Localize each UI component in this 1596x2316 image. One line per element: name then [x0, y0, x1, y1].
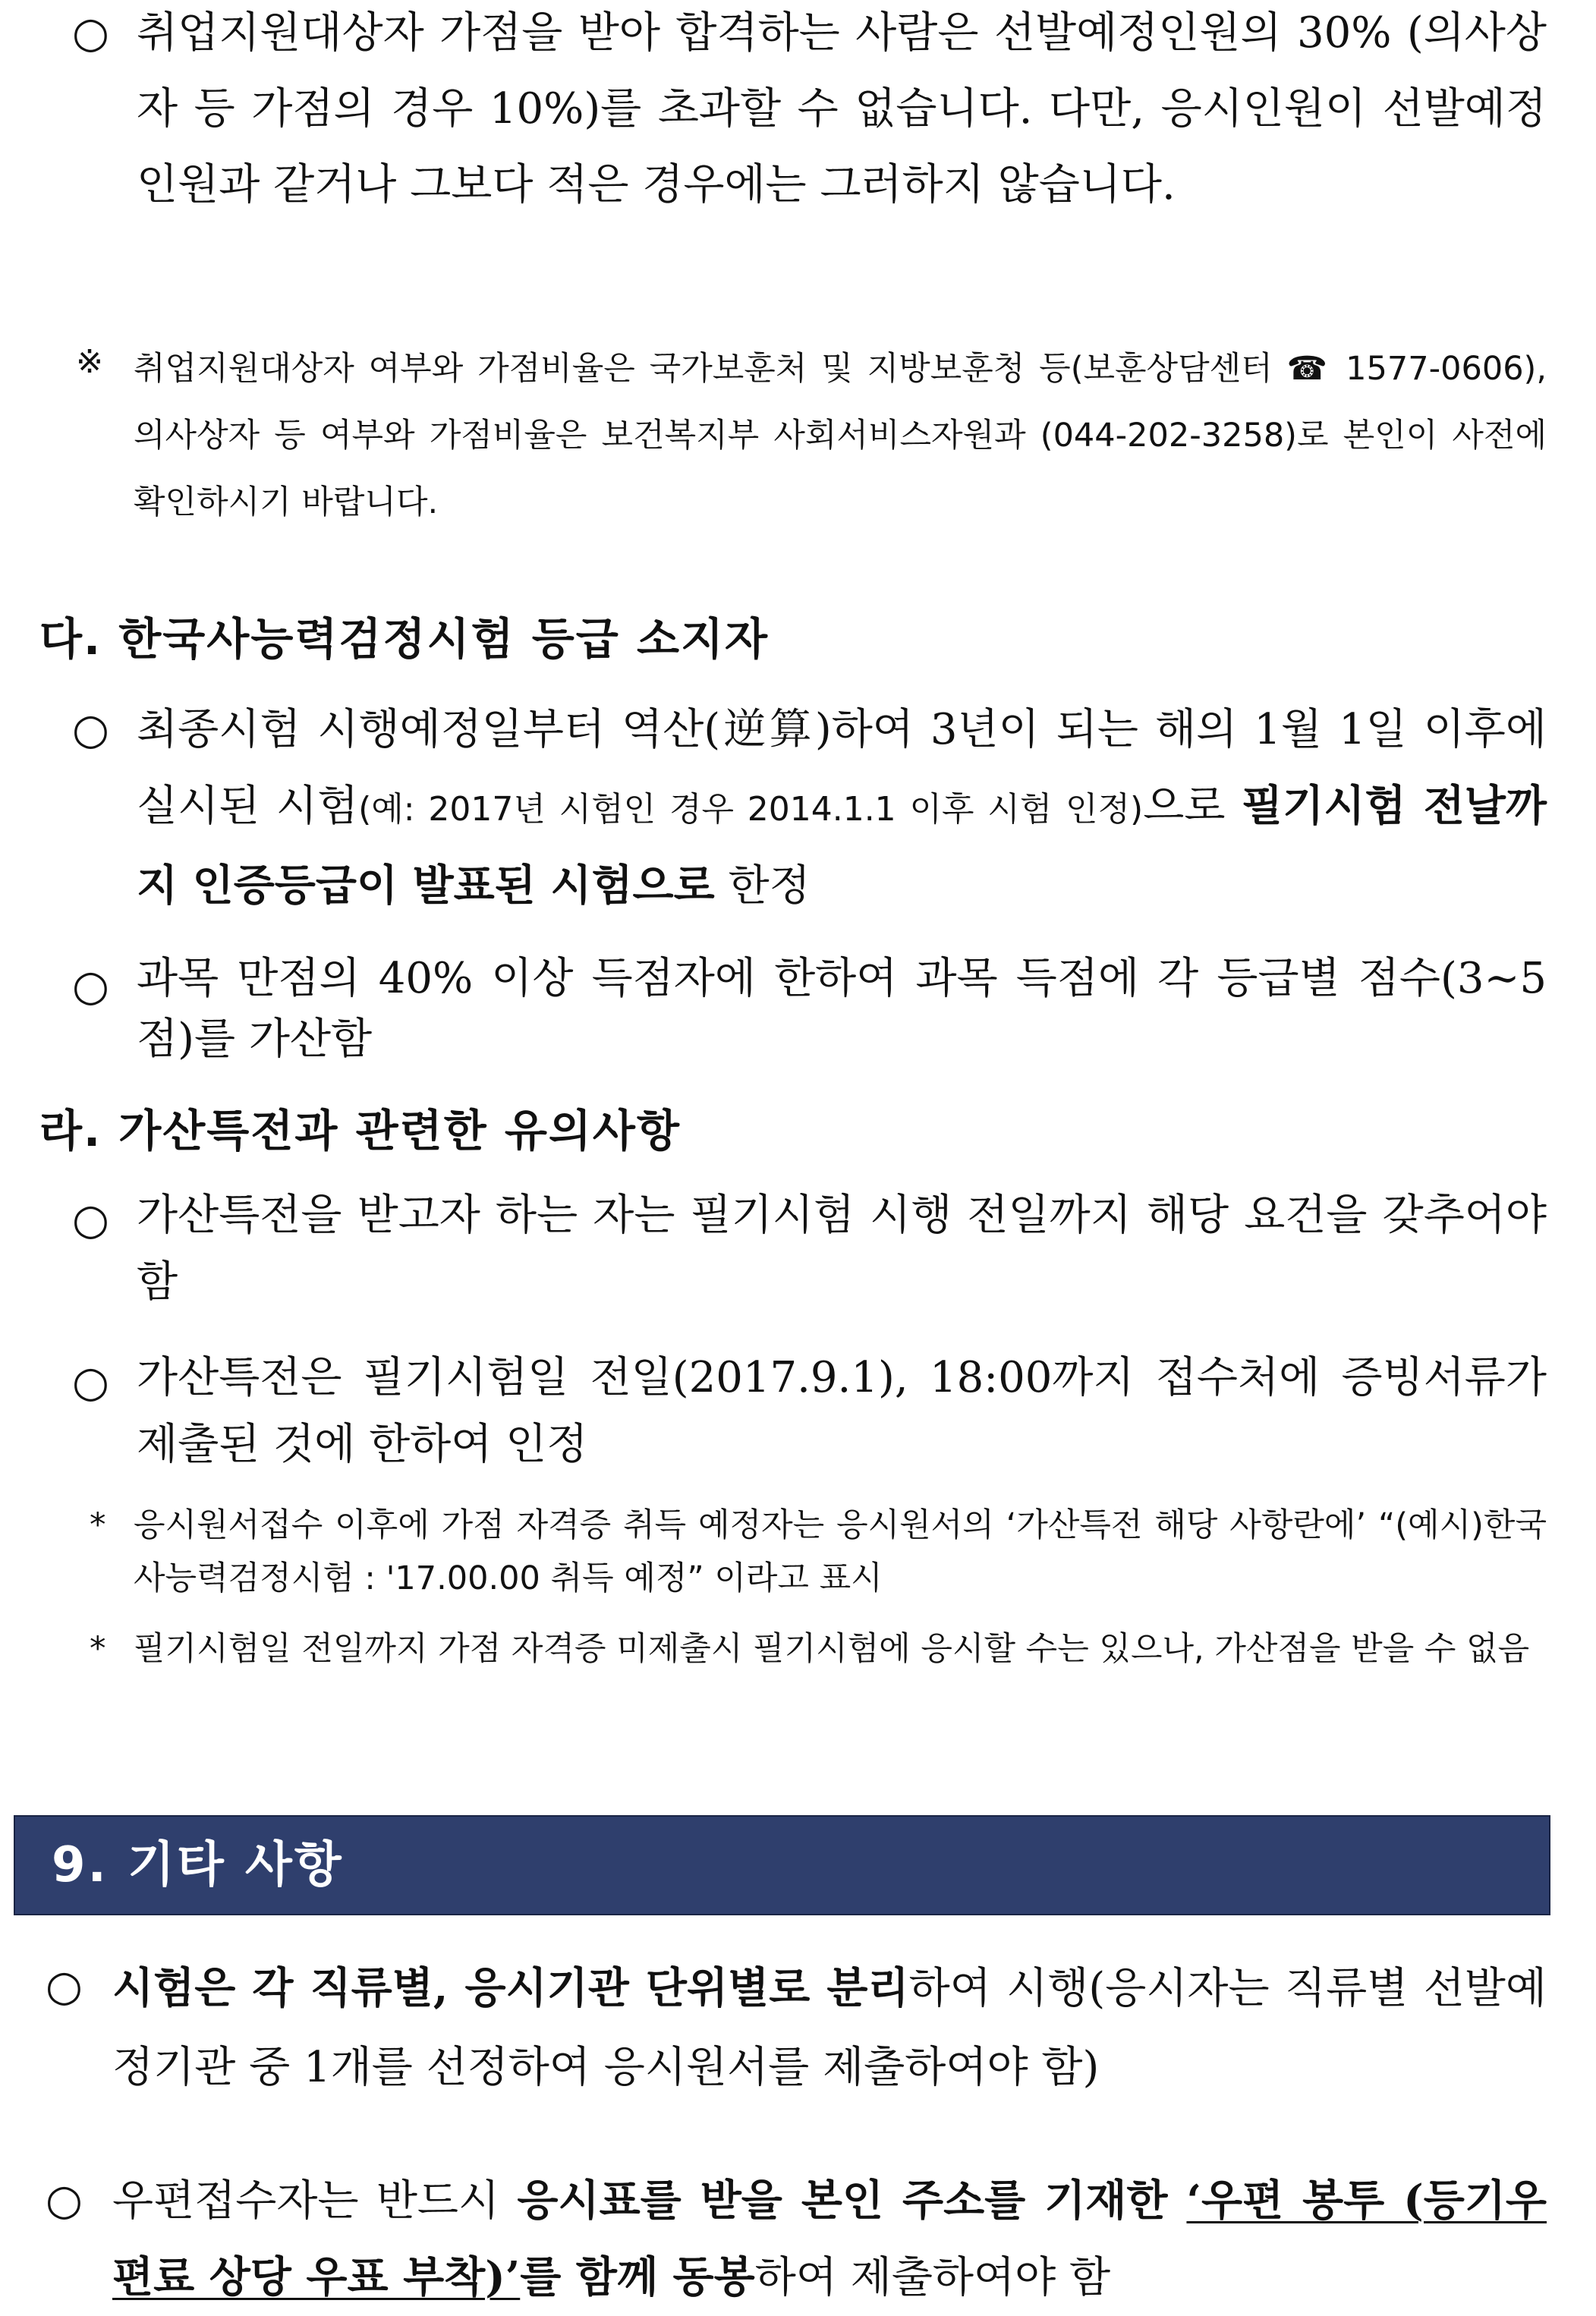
text-segment: 최종시험 시행예정일부터 역산(逆算)하여 3년이 되는 해의 1월 1일 이후에 실시된 시험 [137, 705, 1547, 831]
section-title: 9. 기타 사항 [52, 1837, 344, 1893]
underlined-text: ‘우편 봉투 (등기우편료 상당 우표 부착)’ [112, 2176, 1547, 2302]
text-segment: 하여 시행(응시자는 직류별 선발예정기관 중 1개를 선정하여 응시원서를 제출하여야 함) [112, 1964, 1547, 2092]
reference-mark-icon: ※ [76, 343, 104, 381]
asterisk-icon: * [90, 1506, 106, 1544]
paragraph-text: 가산특전을 받고자 하는 자는 필기시험 시행 전일까지 해당 요건을 갖추어야 함 [137, 1191, 1547, 1307]
bullet-icon: ○ [72, 1195, 109, 1245]
bullet-icon: ○ [46, 2176, 83, 2225]
bullet-icon: ○ [46, 1962, 83, 2011]
section-header-bar [14, 1815, 1550, 1915]
paragraph-text: 과목 만점의 40% 이상 득점자에 한하여 과목 득점에 각 등급별 점수(3∼5점)를 가산함 [137, 954, 1547, 1064]
text-segment: 으로 [1143, 782, 1226, 831]
text-segment: 우편접수자는 반드시 [112, 2176, 518, 2226]
bullet-icon: ○ [72, 8, 109, 58]
text-segment: 한정 [714, 861, 811, 911]
bullet-icon: ○ [72, 961, 109, 1011]
paragraph-text [137, 692, 1547, 924]
bold-text: 를 함께 동봉 [520, 2252, 755, 2302]
paragraph-text [112, 1949, 1547, 2107]
text-segment: 하여 제출하여야 함 [754, 2253, 1111, 2302]
note-text: 취업지원대상자 여부와 가점비율은 국가보훈처 및 지방보훈청 등(보훈상담센터 ☎ 1577-0606), 의사상자 등 여부와 가점비율은 보건복지부 사회서비스자원과 (044-202-3258)로 본인이 사전에 확인하시기 바랍니다. [134, 350, 1547, 521]
bold-text: 시험은 각 직류별, 응시기관 단위별로 분리 [112, 1963, 909, 2013]
example-note: (예: 2017년 시험인 경우 2014.1.1 이후 시험 인정) [358, 790, 1144, 829]
bullet-icon: ○ [72, 1358, 109, 1407]
bullet-icon: ○ [72, 705, 109, 754]
asterisk-icon: * [90, 1630, 106, 1668]
bold-text: 응시표를 받을 본인 주소를 기재한 [517, 2176, 1187, 2226]
paragraph-text [112, 2163, 1547, 2316]
section-heading-notes: 라. 가산특전과 관련한 유의사항 [39, 1105, 681, 1156]
bold-text: 필기시험 전날까지 인증등급이 발표된 시험으로 [137, 781, 1547, 911]
section-heading-korean-history: 다. 한국사능력검정시험 등급 소지자 [39, 613, 770, 665]
footnote-text: 필기시험일 전일까지 가점 자격증 미제출시 필기시험에 응시할 수는 있으나, 가산점을 받을 수 없음 [134, 1630, 1530, 1668]
footnote-text: 응시원서접수 이후에 가점 자격증 취득 예정자는 응시원서의 ‘가산특전 해당 사항란에’ “(예시)한국사능력검정시험 : '17.00.00 취득 예정” 이라고 표시 [134, 1506, 1547, 1597]
paragraph-text: 취업지원대상자 가점을 받아 합격하는 사람은 선발예정인원의 30% (의사상자 등 가점의 경우 10%)를 초과할 수 없습니다. 다만, 응시인원이 선발예정인원과 같거나 그보다 적은 경우에는 그러하지 않습니다. [137, 8, 1547, 209]
paragraph-text: 가산특전은 필기시험일 전일(2017.9.1), 18:00까지 접수처에 증빙서류가 제출된 것에 한하여 인정 [137, 1353, 1547, 1469]
